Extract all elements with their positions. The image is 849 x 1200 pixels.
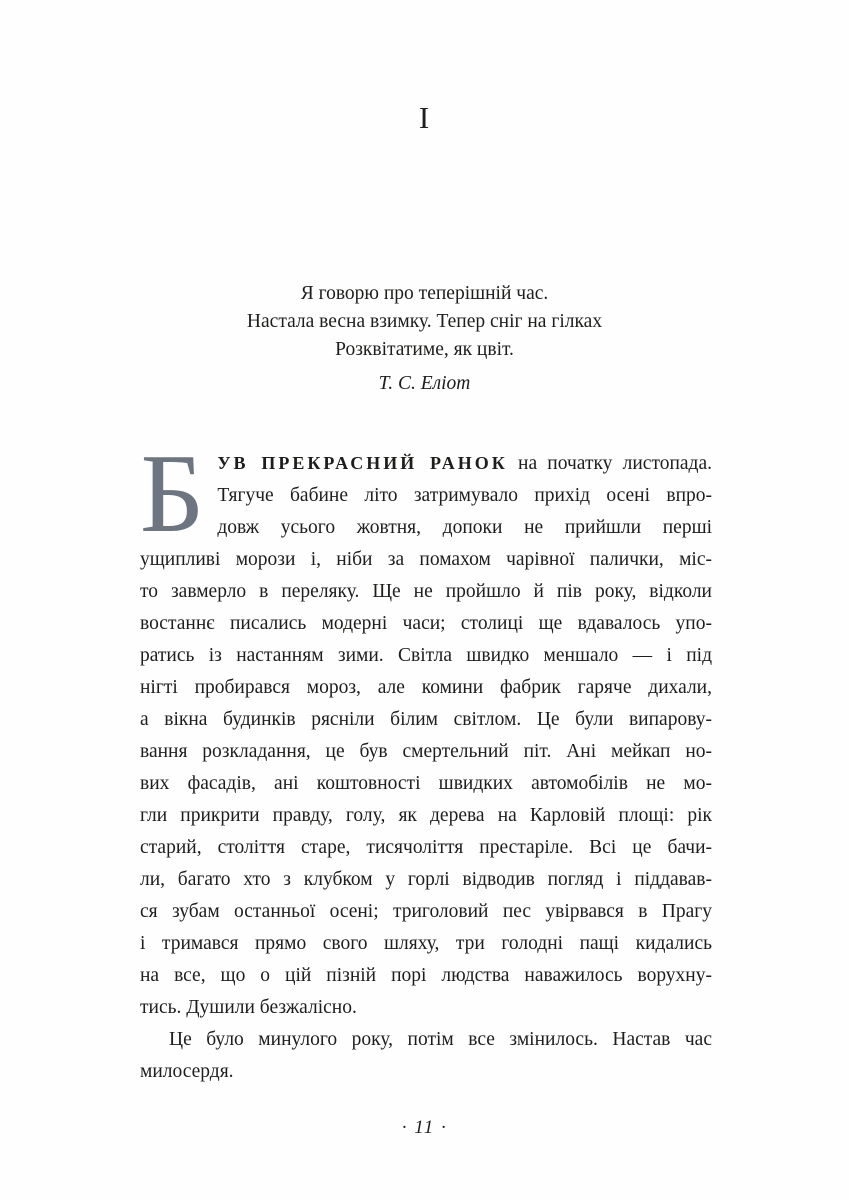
text-line: УВ ПРЕКРАСНИЙ РАНОК на початку листопада.: [217, 453, 713, 474]
text-line: нігті пробирався мороз, але комини фабрик гаряче дихали,: [140, 677, 712, 698]
text-line: Тягуче бабине літо затримувало прихід осені впро-: [217, 485, 712, 506]
text-line: ущипливі морози і, ніби за помахом чарівної палички, міс-: [140, 549, 712, 570]
text-line: гли прикрити правду, голу, як дерева на Карловій площі: рік: [140, 805, 712, 826]
text-line: то завмерло в переляку. Ще не пройшло й пів року, відколи: [140, 581, 712, 602]
text-line: ся зубам останньої осені; триголовий пес увірвався в Прагу: [140, 901, 712, 922]
page-number: · 11 ·: [401, 1117, 448, 1138]
lead-small-caps: УВ ПРЕКРАСНИЙ РАНОК: [217, 453, 508, 473]
text-line: Це було минулого року, потім все змінилось. Настав час: [169, 1029, 712, 1050]
body-text: [140, 432, 713, 1088]
epigraph: [0, 280, 849, 398]
text-line: і тримався прямо свого шляху, три голодні пащі кидались: [140, 933, 712, 954]
epigraph-line: Розквітатиме, як цвіт.: [335, 339, 514, 360]
paragraph-1: [140, 432, 713, 1024]
text-line: ли, багато хто з клубком у горлі відводив погляд і піддавав-: [140, 869, 712, 890]
epigraph-line: Я говорю про теперішній час.: [300, 283, 549, 304]
text-line: на все, що о цій пізній порі людства наважилось ворухну-: [140, 965, 712, 986]
paragraph-2: [140, 1024, 712, 1088]
text-line: довж усього жовтня, допоки не прийшли перші: [217, 517, 712, 538]
text-line: ратись із настанням зими. Світла швидко меншало — і під: [140, 645, 712, 666]
text-line: вання розкладання, це був смертельний піт. Ані мейкап но-: [140, 741, 712, 762]
text-line: милосердя.: [140, 1061, 234, 1082]
epigraph-line: Настала весна взимку. Тепер сніг на гілках: [246, 311, 603, 332]
text-line: тись. Душили безжалісно.: [140, 997, 357, 1018]
text-line: старий, століття старе, тисячоліття престаріле. Всі це бачи-: [140, 837, 712, 858]
text-line: вих фасадів, ані коштовності швидких автомобілів не мо-: [140, 773, 712, 794]
epigraph-attribution: Т. С. Еліот: [378, 373, 471, 394]
drop-cap: Б: [140, 432, 205, 556]
chapter-number: I: [418, 100, 431, 135]
text-line: востаннє писались модерні часи; столиці ще вдавалось упо-: [140, 613, 712, 634]
text-line: а вікна будинків рясніли білим світлом. Це були випарову-: [140, 709, 712, 730]
